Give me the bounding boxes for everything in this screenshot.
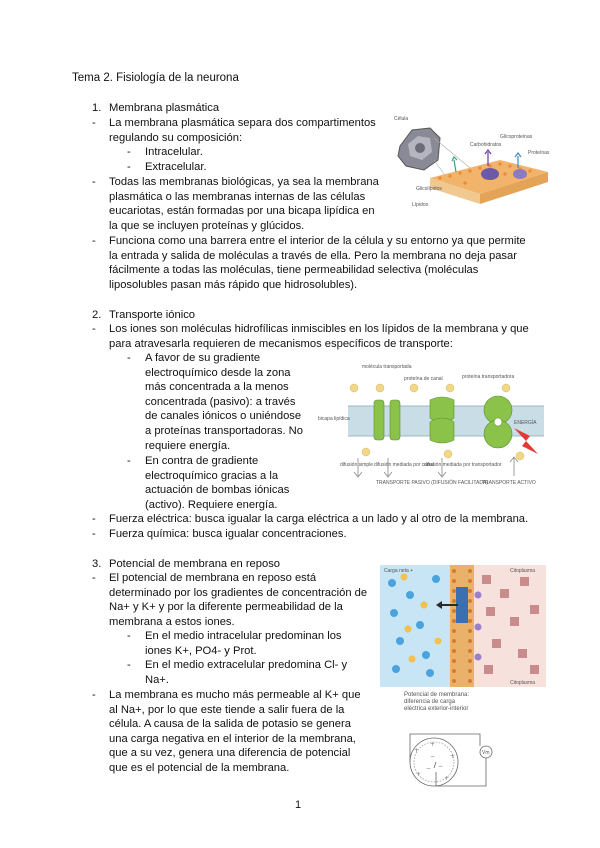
- label-potential-1: Potencial de membrana:: [404, 692, 470, 698]
- cell-icon: [398, 128, 440, 170]
- voltmeter-circuit: [410, 734, 492, 786]
- page-number: 1: [295, 799, 302, 811]
- label-potential-2: diferencia de carga: [404, 699, 456, 705]
- label-proteins: Proteínas: [528, 150, 550, 156]
- carrier-protein: [430, 397, 454, 443]
- label-simple-diffusion: difusión simple: [340, 462, 374, 468]
- label-carrier-diffusion: difusión mediada por transportador: [424, 462, 502, 468]
- svg-text:+: +: [416, 771, 422, 778]
- document-title: Tema 2. Fisiología de la neurona: [72, 72, 239, 84]
- svg-text:+: +: [444, 775, 450, 782]
- label-lipids: Lípidos: [412, 202, 429, 208]
- label-molecule: molécula transportada: [362, 364, 412, 370]
- label-cell: Célula: [394, 116, 409, 122]
- label-cytoplasm-top: Citoplasma: [510, 568, 536, 574]
- svg-text:+: +: [414, 747, 420, 754]
- label-active: TRANSPORTE ACTIVO: [482, 480, 536, 486]
- svg-text:−: −: [426, 765, 432, 772]
- svg-text:−: −: [430, 753, 436, 760]
- label-vm: Vm: [482, 750, 490, 756]
- transport-figure: [318, 358, 544, 494]
- label-carbohydrates: Carbohidratos: [470, 142, 502, 148]
- label-glycoproteins: Glicoproteínas: [500, 134, 533, 140]
- svg-text:+: +: [430, 741, 436, 748]
- svg-text:−: −: [438, 763, 444, 770]
- svg-text:+: +: [450, 753, 456, 760]
- bilayer-icon: [430, 150, 548, 204]
- label-carrier: proteína transportadora: [462, 374, 515, 380]
- label-cytoplasm-bottom: Citoplasma: [510, 680, 536, 686]
- label-channel-diffusion: difusión mediada por canal: [374, 462, 434, 468]
- label-potential-3: eléctrica exterior-interior: [404, 706, 469, 712]
- label-passive: TRANSPORTE PASIVO (DIFUSIÓN FACILITADA): [376, 480, 488, 486]
- label-glycolipids: Glicolípidos: [416, 186, 442, 192]
- membrane-potential-figure: [400, 688, 504, 798]
- label-bilayer: bicapa lipídica: [318, 416, 350, 422]
- membrane-figure: [390, 108, 550, 216]
- label-energy: ENERGÍA: [514, 420, 537, 426]
- label-net-charge: Carga neta +: [384, 568, 414, 574]
- label-channel: proteína de canal: [404, 376, 443, 382]
- ion-distribution-figure: [380, 565, 546, 687]
